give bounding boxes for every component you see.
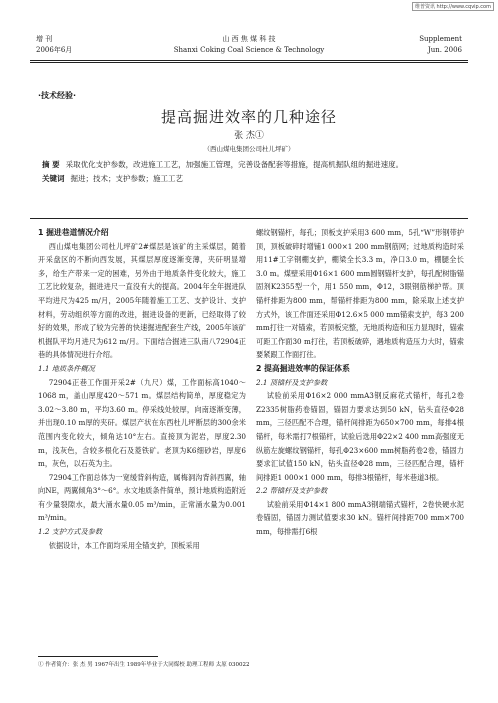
paragraph: 西山煤电集团公司杜儿坪矿2#煤层是该矿的主采煤层，随着开采盘区的不断向西发展，其煤层厚度逐渐变薄，夹矸明显增多，给生产带来一定的困难，另外由于地质条件变化较大，施工工艺比较复杂，掘进进尺一直没有大的提高。2004年全年掘进队平均进尺为425 m/月，2005年随着施工工艺、支护设计、支护材料，劳动组织等方面的改进，掘进设备的更新，已经取得了较好的效果，形成了较为完善的快速掘进配套生产线，2005年该矿机掘队平均月进尺为612 m/月。下面结合掘进三队南八72904正巷的具体情况进行介绍。: [38, 241, 246, 360]
abstract-label: 摘 要: [42, 160, 60, 169]
paragraph: 72904工作面总体为一宽缓背斜构造，属梅洞沟背斜西翼，轴向NE，两翼倾角3°～6°。水文地质条件简单，预计地质构造附近有少量裂隙水，最大涌水量0.05 m³/min，正常涌水量为0.001 m³/min。: [38, 472, 246, 523]
section-tag: ·技术经验·: [38, 91, 77, 100]
abstract: [42, 158, 462, 186]
footnote: ① 作者简介：张 杰 男 1967年出生 1989年毕业于大同煤校 助理工程师 太原 030022: [38, 662, 250, 668]
keywords-label: 关键词: [42, 174, 65, 183]
section-heading-1: 1 掘进巷道情况介绍: [38, 228, 109, 237]
watermark: 维普资讯 http://www.cqvip.com: [412, 2, 494, 11]
journal-name-cn: 山 西 焦 煤 科 技: [222, 35, 276, 43]
paragraph: 试验前采用Φ14×1 800 mmA3钢端锚式锚杆，2卷快硬水泥卷锚固，锚固力测试值要求30 kN。锚杆间排距700 mm×700 mm，每排需打6根: [256, 499, 464, 537]
header-rule: [30, 60, 468, 61]
right-column: [256, 226, 464, 539]
keywords-text: 掘进；技术；支护参数；施工工艺: [70, 174, 183, 183]
header-rule-thin: [30, 62, 468, 63]
author: 张 杰①: [234, 131, 264, 141]
subsection-heading-1-1: 1.1 地质条件概况: [38, 363, 95, 373]
subsection-heading-1-2: 1.2 支护方式及参数: [38, 527, 103, 537]
keywords: [42, 172, 462, 186]
abstract-rule: [30, 218, 468, 219]
paragraph: 螺纹钢锚杆，每孔；顶板支护采用3 600 mm，5孔“W”形钢带护顶，顶板破碎时增铺1 000×1 200 mm钢筋网；过地质构造时采用11#工字钢棚支护，棚梁全长3.3 m，净口3.0 m，棚腿全长3.0 m。煤壁采用Φ16×1 600 mm圆钢锚杆支护，每孔配树脂锚固剂K2355型一个，用1 550 mm，Φ12，3眼钢筋梯护帮。顶锚杆排距为800 mm，帮锚杆排距为800 mm，除采取上述支护方式外，该工作面还采用Φ12.6×5 000 mm锚索支护，每3 200 mm打往一对锚索，若顶板完整，无地质构造和压力显现时，锚索可距工作面30 m打往，若顶板破碎，遇地质构造压力大时，锚索要紧跟工作面打往。: [256, 228, 464, 360]
header-date: 2006年6月: [36, 46, 73, 54]
header-supplement-label: 增 刊: [36, 35, 53, 43]
header-date-en: Jun. 2006: [427, 46, 462, 54]
abstract-text: 采取优化支护参数，改进施工工艺，加强施工管理，完善设备配套等措施，提高机掘队组的掘进速度。: [65, 160, 404, 169]
paragraph: 试验前采用Φ16×2 000 mmA3钢反麻花式锚杆，每孔2卷Z2335树脂药卷锚固，锚固力要求达到50 kN，钻头直径Φ28 mm，三径匹配不合理，锚杆间排距为650×700 mm，每排4根锚杆，每米需打7根锚杆，试验后选用Φ22×2 400 mm高强度无纵筋左旋螺纹钢锚杆，每孔Φ23×600 mm树脂药卷2卷，锚固力要求汇试值150 kN，钻头直径Φ28 mm，三径匹配合理，锚杆间排距1 000×1 000 mm，每排3根锚杆，每米巷道3根。: [256, 391, 464, 482]
subsection-heading-2-2: 2.2 帮锚杆及支护参数: [256, 486, 328, 496]
affiliation: （西山煤电集团公司杜儿坪矿）: [203, 145, 295, 153]
paper-title: 提高掘进效率的几种途径: [160, 108, 337, 126]
journal-name-en: Shanxi Coking Coal Science & Technology: [173, 46, 325, 54]
left-column: [38, 226, 246, 552]
footnote-rule: [38, 656, 158, 657]
paragraph: 72904正巷工作面开采2#（九尺）煤，工作面标高1040～1068 m，盖山厚度420～571 m。煤层结构简单，厚度稳定为3.02～3.80 m，平均3.60 m。停采线处较厚，向南逐渐变薄，并出现0.10 m厚的夹矸。煤层产状在东西杜儿坪断层的300余米范围内变化较大，倾角达10°左右。直接顶为泥岩，厚度2.30 m，浅灰色，含较多根化石及菱铁矿。老顶为K6细砂岩，厚度6 m，灰色，以石英为主。: [38, 377, 246, 469]
abstract-summary: [42, 158, 462, 172]
header-supplement-en: Supplement: [419, 35, 462, 43]
header-right: [419, 34, 462, 56]
section-heading-2: 2 提高掘进效率的保证体系: [256, 363, 350, 373]
paragraph: 依据设计，本工作面均采用全锚支护，顶板采用: [48, 540, 200, 550]
subsection-heading-2-1: 2.1 顶锚杆及支护参数: [256, 377, 328, 387]
